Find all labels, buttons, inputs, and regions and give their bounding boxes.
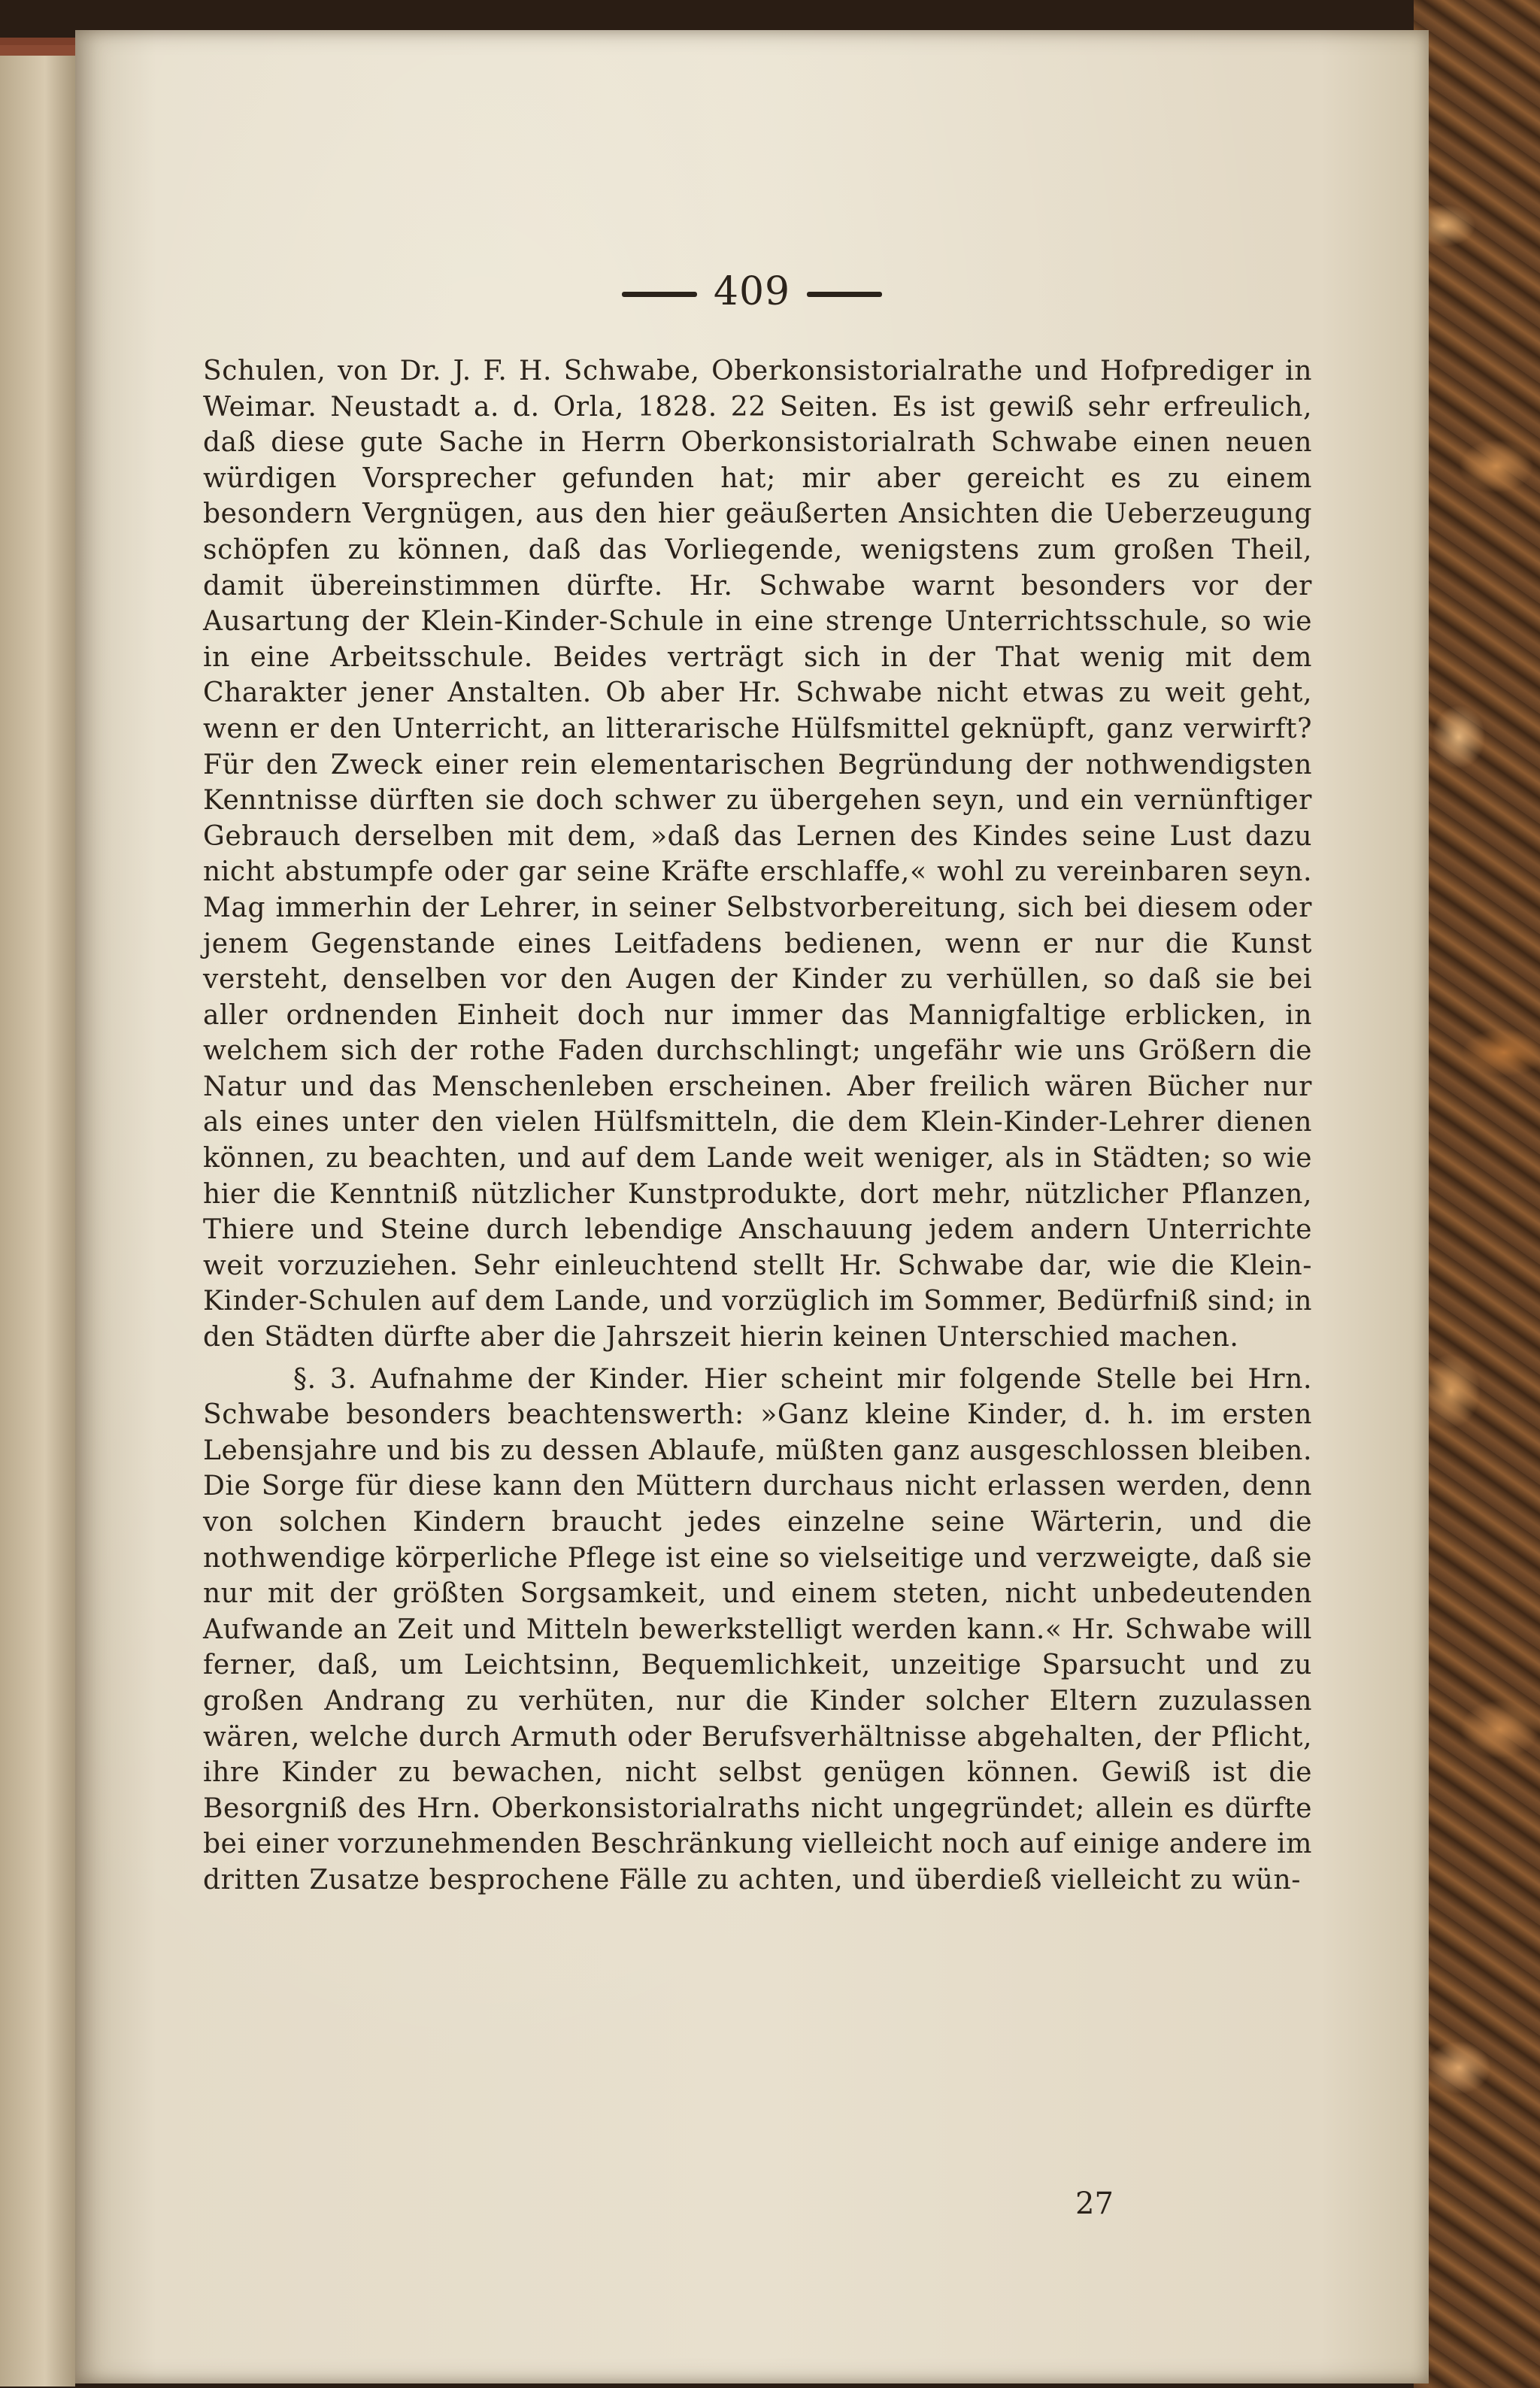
body-text [203, 353, 1312, 1899]
page-number: 409 [713, 269, 791, 314]
signature-mark: 27 [1075, 2186, 1114, 2221]
paragraph-1: Schulen, von Dr. J. F. H. Schwabe, Oberkonsistorialrathe und Hofprediger in Weimar. Neustadt a. d. Orla, 1828. 22 Seiten. Es ist gewiß sehr erfreulich, daß diese gute Sache in Herrn Oberkonsistorialrath Schwabe einen neuen würdigen Vorsprecher gefunden hat; mir aber gereicht es zu einem besondern Vergnügen, aus den hier geäußerten Ansichten die Ueberzeugung schöpfen zu können, daß das Vorliegende, wenigstens zum großen Theil, damit übereinstimmen dürfte. Hr. Schwabe warnt besonders vor der Ausartung der Klein-Kinder-Schule in eine strenge Unterrichtsschule, so wie in eine Arbeitsschule. Beides verträgt sich in der That wenig mit dem Charakter jener Anstalten. Ob aber Hr. Schwabe nicht etwas zu weit geht, wenn er den Unterricht, an litterarische Hülfsmittel geknüpft, ganz verwirft? Für den Zweck einer rein elementarischen Begründung der nothwendigsten Kenntnisse dürften sie doch schwer zu übergehen seyn, und ein vernünftiger Gebrauch derselben mit dem, »daß das Lernen des Kindes seine Lust dazu nicht abstumpfe oder gar seine Kräfte erschlaffe,« wohl zu vereinbaren seyn. Mag immerhin der Lehrer, in seiner Selbstvorbereitung, sich bei diesem oder jenem Gegenstande eines Leitfadens bedienen, wenn er nur die Kunst versteht, denselben vor den Augen der Kinder zu verhüllen, so daß sie bei aller ordnenden Einheit doch nur immer das Mannigfaltige erblicken, in welchem sich der rothe Faden durchschlingt; ungefähr wie uns Größern die Natur und das Menschenleben erscheinen. Aber freilich wären Bücher nur als eines unter den vielen Hülfsmitteln, die dem Klein-Kinder-Lehrer dienen können, zu beachten, und auf dem Lande weit weniger, als in Städten; so wie hier die Kenntniß nützlicher Kunstprodukte, dort mehr, nützlicher Pflanzen, Thiere und Steine durch lebendige Anschauung jedem andern Unterrichte weit vorzuziehen. Sehr einleuchtend stellt Hr. Schwabe dar, wie die Klein-Kinder-Schulen auf dem Lande, und vorzüglich im Sommer, Bedürfniß sind; in den Städten dürfte aber die Jahrszeit hierin keinen Unterschied machen. [203, 356, 1312, 1353]
header-right-dash [807, 292, 882, 297]
header-left-dash [622, 292, 697, 297]
marbled-cover-board [1414, 0, 1540, 2388]
paragraph-2: §. 3. Aufnahme der Kinder. Hier scheint mir folgende Stelle bei Hrn. Schwabe besonders beachtenswerth: »Ganz kleine Kinder, d. h. im ersten Lebensjahre und bis zu dessen Ablaufe, müßten ganz ausgeschlossen bleiben. Die Sorge für diese kann den Müttern durchaus nicht erlassen werden, denn von solchen Kindern braucht jedes einzelne seine Wärterin, und die nothwendige körperliche Pflege ist eine so vielseitige und verzweigte, daß sie nur mit der größten Sorgsamkeit, und einem steten, nicht unbedeutenden Aufwande an Zeit und Mitteln bewerkstelligt werden kann.« Hr. Schwabe will ferner, daß, um Leichtsinn, Bequemlichkeit, unzeitige Sparsucht und zu großen Andrang zu verhüten, nur die Kinder solcher Eltern zuzulassen wären, welche durch Armuth oder Berufsverhältnisse abgehalten, der Pflicht, ihre Kinder zu bewachen, nicht selbst genügen können. Gewiß ist die Besorgniß des Hrn. Oberkonsistorialraths nicht ungegründet; allein es dürfte bei einer vorzunehmenden Beschränkung vielleicht noch auf einige andere im dritten Zusatze besprochene Fälle zu achten, und überdieß vielleicht zu wün- [203, 1363, 1312, 1896]
left-page-strip [0, 45, 75, 2386]
page-number-header [75, 269, 1429, 314]
book-page [75, 30, 1429, 2383]
